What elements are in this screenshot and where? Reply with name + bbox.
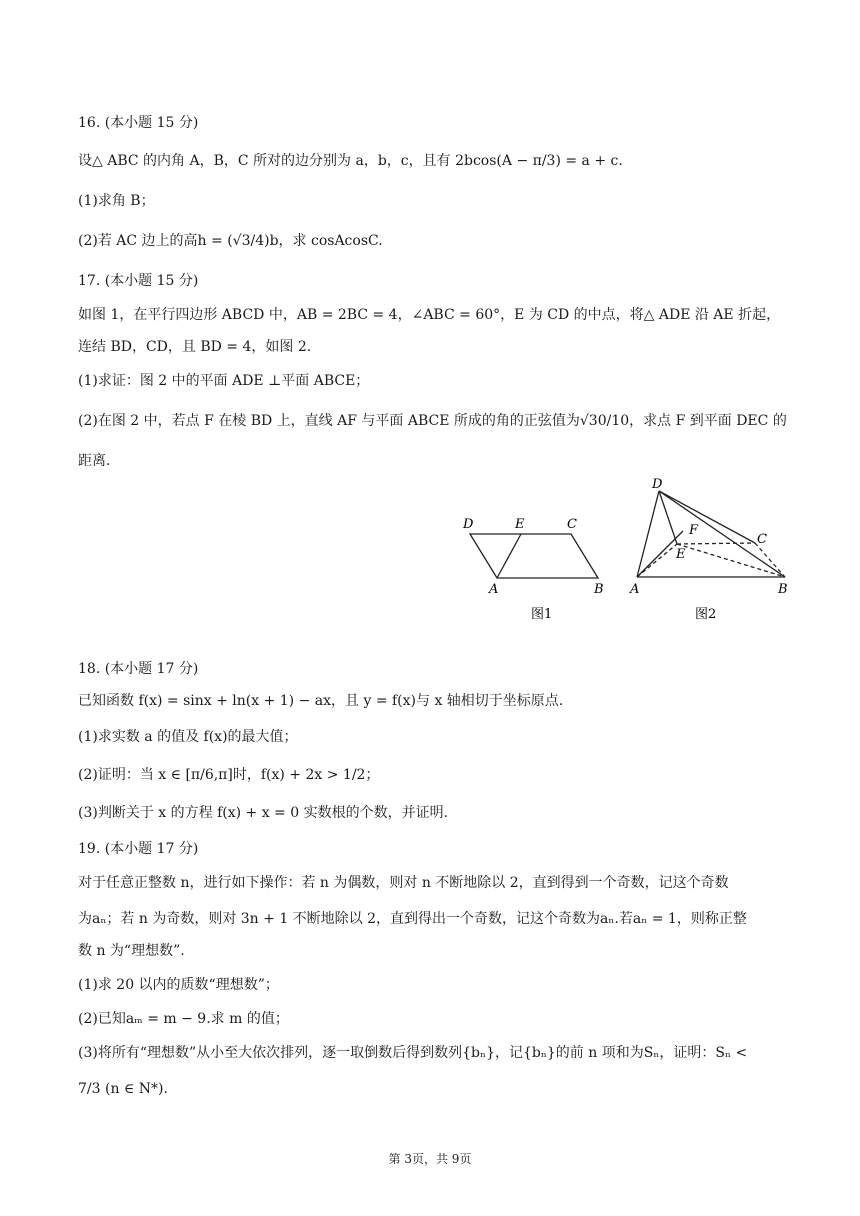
figure-1 <box>470 534 598 578</box>
q19-stem-line2: 为aₙ；若 n 为奇数，则对 3n + 1 不断地除以 2，直到得出一个奇数，记这个奇数为aₙ.若aₙ = 1，则称正整 <box>78 911 747 927</box>
fig1-label-D: D <box>463 517 474 532</box>
fig2-label-A: A <box>630 582 640 597</box>
fig2-label-C: C <box>757 532 767 547</box>
fig1-label-E: E <box>515 517 525 532</box>
q18-part3: (3)判断关于 x 的方程 f(x) + x = 0 实数根的个数，并证明. <box>78 805 449 821</box>
q19-part3-line2: 7/3 (n ∈ N*). <box>78 1081 168 1097</box>
fig2-label-F: F <box>689 523 699 538</box>
q17-part1: (1)求证：图 2 中的平面 ADE ⊥平面 ABCE； <box>78 373 370 389</box>
fig1-label-A: A <box>489 582 499 597</box>
q19-part1: (1)求 20 以内的质数“理想数”； <box>78 977 279 993</box>
q18-part2: (2)证明：当 x ∈ [π/6,π]时，f(x) + 2x > 1/2； <box>78 767 380 783</box>
fig1-label-C: C <box>567 517 577 532</box>
q18-title: 18. (本小题 17 分) <box>78 661 199 677</box>
q19-part3-line1: (3)将所有“理想数”从小至大依次排列，逐一取倒数后得到数列{bₙ}，记{bₙ}的前 n 项和为Sₙ，证明：Sₙ < <box>78 1045 748 1061</box>
q16-title: 16. (本小题 15 分) <box>78 115 199 131</box>
q17-figures <box>455 470 800 630</box>
q18-stem: 已知函数 f(x) = sinx + ln(x + 1) − ax，且 y = f(x)与 x 轴相切于坐标原点. <box>78 693 564 709</box>
q16-stem: 设△ ABC 的内角 A，B，C 所对的边分别为 a，b，c，且有 2bcos(A − π/3) = a + c. <box>78 153 623 169</box>
q17-part2-line1: (2)在图 2 中，若点 F 在棱 BD 上，直线 AF 与平面 ABCE 所成的角的正弦值为√30/10，求点 F 到平面 DEC 的 <box>78 413 787 429</box>
fig2-label-E: E <box>676 547 686 562</box>
q18-part1: (1)求实数 a 的值及 f(x)的最大值； <box>78 729 298 745</box>
q16-part2: (2)若 AC 边上的高h = (√3/4)b，求 cosAcosC. <box>78 233 383 249</box>
q17-part2-line2: 距离. <box>78 453 111 469</box>
q17-title: 17. (本小题 15 分) <box>78 273 199 289</box>
q17-stem-line2: 连结 BD，CD，且 BD = 4，如图 2. <box>78 339 312 355</box>
fig2-label-D: D <box>652 477 663 492</box>
fig1-caption: 图1 <box>531 607 553 622</box>
fig1-label-B: B <box>594 582 604 597</box>
fig2-label-B: B <box>778 582 788 597</box>
page-footer: 第 3页，共 9页 <box>388 1152 472 1166</box>
q17-stem-line1: 如图 1，在平行四边形 ABCD 中，AB = 2BC = 4，∠ABC = 60°，E 为 CD 的中点，将△ ADE 沿 AE 折起， <box>78 307 781 323</box>
fig2-caption: 图2 <box>695 607 717 622</box>
q19-stem-line3: 数 n 为“理想数”. <box>78 943 185 959</box>
q19-title: 19. (本小题 17 分) <box>78 841 199 857</box>
q19-stem-line1: 对于任意正整数 n，进行如下操作：若 n 为偶数，则对 n 不断地除以 2，直到得到一个奇数，记这个奇数 <box>78 875 729 891</box>
q19-part2: (2)已知aₘ = m − 9.求 m 的值； <box>78 1011 289 1027</box>
q16-part1: (1)求角 B； <box>78 193 155 209</box>
